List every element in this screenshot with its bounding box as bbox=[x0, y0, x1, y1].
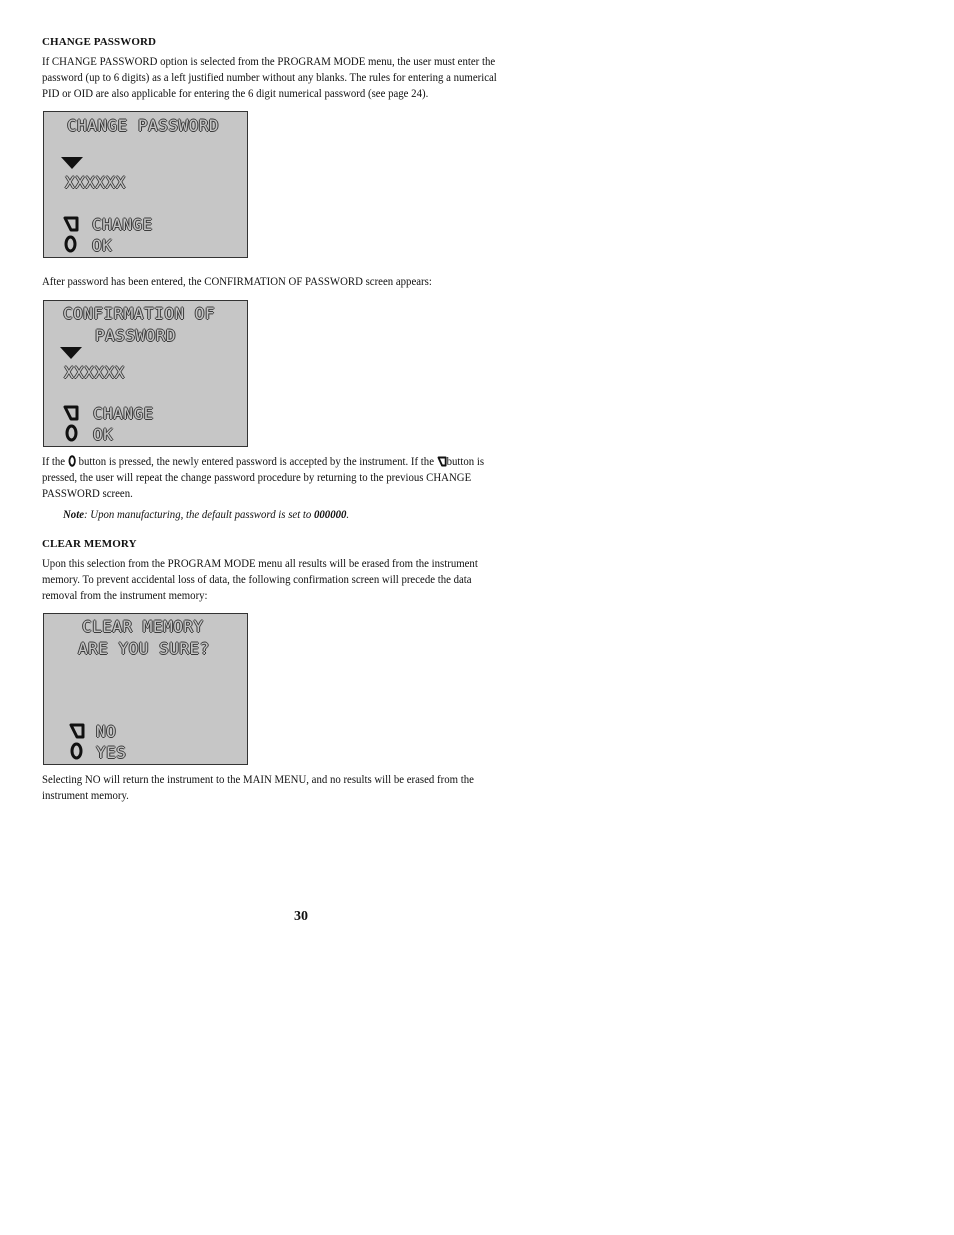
paragraph-line: removal from the instrument memory: bbox=[42, 588, 208, 602]
confirmation-paragraph bbox=[42, 453, 510, 501]
change-button-icon bbox=[63, 216, 79, 232]
lcd-screen-change-password bbox=[43, 111, 248, 258]
after-password-paragraph bbox=[42, 273, 510, 289]
paragraph-line bbox=[63, 506, 531, 522]
lcd-title-line2: PASSWORD bbox=[95, 326, 177, 345]
lcd-option-no: NO bbox=[96, 722, 117, 741]
lcd-screen-clear-memory bbox=[43, 613, 248, 765]
note-end: . bbox=[346, 507, 350, 521]
paragraph-line: PID or OID are also applicable for entering the 6 digit numerical password (see page 24). bbox=[42, 86, 429, 100]
lcd-option-ok: OK bbox=[93, 425, 114, 444]
clear-memory-paragraph bbox=[42, 555, 510, 603]
note-text: : Upon manufacturing, the default password is set to bbox=[83, 507, 315, 521]
lcd-password-value: XXXXXX bbox=[64, 363, 125, 382]
paragraph-line: Selecting NO will return the instrument to the MAIN MENU, and no results will be erased from the bbox=[42, 772, 474, 786]
lcd-option-yes: YES bbox=[96, 743, 127, 762]
change-password-paragraph bbox=[42, 53, 510, 101]
paragraph-line: password (up to 6 digits) as a left justified number without any blanks. The rules for entering a numerical bbox=[42, 70, 497, 84]
yes-button-icon bbox=[70, 742, 83, 760]
ok-button-icon bbox=[64, 235, 77, 253]
ok-button-icon bbox=[68, 455, 76, 467]
paragraph-line: instrument memory. bbox=[42, 788, 129, 802]
paragraph-line: memory. To prevent accidental loss of data, the following confirmation screen will precede the data bbox=[42, 572, 472, 586]
text-fragment: If the bbox=[42, 454, 66, 468]
lcd-password-value: XXXXXX bbox=[65, 173, 126, 192]
note-paragraph bbox=[63, 506, 531, 522]
paragraph-line: pressed, the user will repeat the change password procedure by returning to the previous CHANGE bbox=[42, 470, 472, 484]
clear-memory-after-paragraph bbox=[42, 771, 510, 803]
lcd-option-change: CHANGE bbox=[92, 215, 153, 234]
lcd-title-line1: CLEAR MEMORY bbox=[82, 617, 204, 636]
down-arrow-icon bbox=[61, 157, 83, 169]
down-arrow-icon bbox=[60, 347, 82, 359]
paragraph-line: Upon this selection from the PROGRAM MODE menu all results will be erased from the instrument bbox=[42, 556, 478, 570]
lcd-title-line1: CONFIRMATION OF bbox=[63, 304, 215, 323]
text-fragment: button is bbox=[446, 454, 485, 468]
paragraph-line: PASSWORD screen. bbox=[42, 486, 133, 500]
note-default-password: 000000 bbox=[314, 507, 347, 521]
lcd-title-line2: ARE YOU SURE? bbox=[78, 639, 210, 658]
change-button-icon bbox=[437, 456, 447, 467]
no-button-icon bbox=[69, 723, 85, 739]
lcd-option-change: CHANGE bbox=[93, 404, 154, 423]
ok-button-icon bbox=[65, 424, 78, 442]
page-number: 30 bbox=[294, 909, 308, 924]
section-heading-change-password: CHANGE PASSWORD bbox=[42, 36, 157, 48]
paragraph-line: After password has been entered, the CONFIRMATION OF PASSWORD screen appears: bbox=[42, 274, 432, 288]
lcd-option-ok: OK bbox=[92, 236, 113, 255]
lcd-title: CHANGE PASSWORD bbox=[67, 116, 219, 135]
paragraph-line: If CHANGE PASSWORD option is selected from the PROGRAM MODE menu, the user must enter the bbox=[42, 54, 496, 68]
paragraph-line bbox=[42, 453, 510, 469]
change-button-icon bbox=[63, 405, 79, 421]
lcd-screen-confirmation bbox=[43, 300, 248, 447]
note-label: Note bbox=[63, 507, 84, 521]
text-fragment: button is pressed, the newly entered password is accepted by the instrument. If the bbox=[78, 454, 435, 468]
section-heading-clear-memory: CLEAR MEMORY bbox=[42, 538, 137, 550]
